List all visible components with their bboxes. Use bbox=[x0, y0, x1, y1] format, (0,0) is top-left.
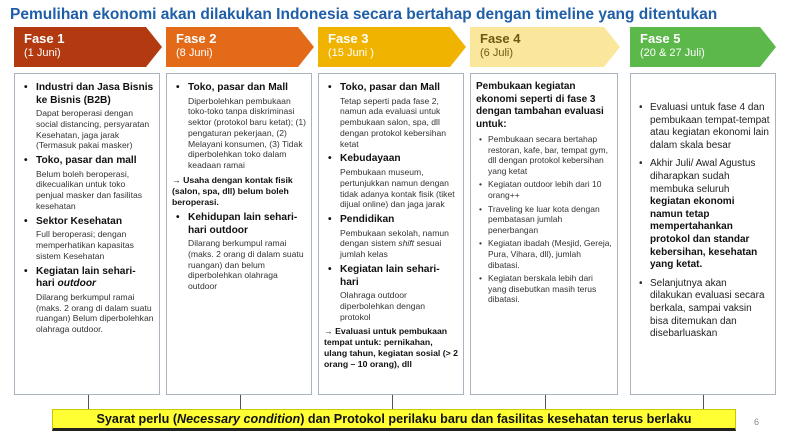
fase3-column bbox=[318, 73, 464, 395]
item-heading: Kebudayaan bbox=[340, 153, 401, 165]
item-description: Full beroperasi; dengan memperhatikan kapasitas sistem Kesehatan bbox=[36, 229, 134, 261]
phase-label: Fase 5 bbox=[640, 31, 681, 46]
item-description: Dapat beroperasi dengan social distancing, persyaratan Kesehatan, jaga jarak (Termasuk pakai masker) bbox=[36, 108, 150, 151]
item-heading: Pendidikan bbox=[340, 214, 395, 226]
item-description: Belum boleh beroperasi, dikecualikan untuk toko penjual masker dan fasilitas kesehatan bbox=[36, 168, 143, 212]
phase-date: (20 & 27 Juli) bbox=[640, 47, 705, 59]
list-item bbox=[324, 82, 458, 149]
list-item bbox=[636, 158, 770, 271]
list-item bbox=[20, 266, 154, 335]
desc-italic: shift bbox=[398, 238, 415, 249]
phase-label: Fase 4 bbox=[480, 31, 521, 46]
fase2-note: → Usaha dengan kontak fisik (salon, spa, dll) belum boleh beroperasi. bbox=[172, 175, 293, 208]
desc-text: Pembukaan sekolah, namun dengan sistem bbox=[340, 227, 449, 249]
list-item bbox=[20, 155, 154, 212]
fase4-column bbox=[470, 73, 618, 395]
phase-date: (15 Juni ) bbox=[328, 47, 374, 59]
phase-label: Fase 2 bbox=[176, 31, 217, 46]
item-description: Tetap seperti pada fase 2, namun ada evaluasi untuk pembukaan salon, spa, dll dengan protokol kebersihan ketat bbox=[340, 95, 447, 149]
slide-title: Pemulihan ekonomi akan dilakukan Indonesia secara bertahap dengan timeline yang ditentukan bbox=[10, 6, 718, 23]
list-item: • Traveling ke luar kota dengan pembatasan jumlah penerbangan bbox=[476, 204, 612, 236]
item-heading-italic: outdoor bbox=[57, 278, 97, 290]
item-heading: Kegiatan lain sehari-hari bbox=[340, 264, 440, 288]
list-item bbox=[20, 216, 154, 262]
item-description: Diperbolehkan pembukaan toko-toko tanpa diskriminasi sektor (protokol baru ketat); (1) pengaturan pekerjaan, (2) Melayani konsumen, (3) Tidak diperbolehkan toko dalam keadaan ramai bbox=[188, 95, 306, 171]
bar-text-italic: Necessary condition bbox=[177, 412, 301, 426]
item-description: Dilarang berkumpul ramai (maks. 2 orang di dalam suatu ruangan) Belum diperbolehkan olahraga outdoor. bbox=[36, 291, 154, 335]
bar-text-pre: Syarat perlu ( bbox=[96, 412, 178, 426]
item-bold-text: kegiatan ekonomi namun tetap mempertahankan protokol dan standar kebersihan, kesehatan yang ketat. bbox=[650, 196, 758, 271]
desc-tail: sesuai jumlah kelas bbox=[340, 238, 442, 260]
item-description: Dilarang berkumpul ramai (maks. 2 orang di dalam suatu ruangan) dan belum diperbolehkan olahraga outdoor bbox=[188, 238, 304, 292]
list-item bbox=[172, 82, 306, 171]
phase-header-fase4 bbox=[470, 27, 620, 67]
item-description: Pembukaan museum, pertunjukkan namun dengan tidak adanya kontak fisik (tiket dijual online) dan jaga jarak bbox=[340, 166, 455, 210]
list-item bbox=[324, 153, 458, 210]
item-heading: Industri dan Jasa Bisnis ke Bisnis (B2B) bbox=[36, 82, 154, 106]
fase3-note: → Evaluasi untuk pembukaan tempat untuk: pernikahan, ulang tahun, kegiatan sosial (> 2 orang – 10 orang), dll bbox=[324, 326, 458, 370]
phase-date: (8 Juni) bbox=[176, 47, 213, 59]
phase-date: (6 Juli) bbox=[480, 47, 514, 59]
item-heading: Toko, pasar dan Mall bbox=[188, 82, 289, 93]
list-item: • Pembukaan secara bertahap restoran, kafe, bar, tempat gym, dll dengan protokol kebersihan yang ketat bbox=[476, 134, 612, 176]
phase-header-fase5 bbox=[630, 27, 776, 67]
item-heading: Sektor Kesehatan bbox=[36, 215, 123, 227]
list-item: • Kegiatan berskala lebih dari yang disebutkan masih terus dibatasi. bbox=[476, 273, 612, 305]
fase1-column bbox=[14, 73, 160, 395]
fase4-heading: Pembukaan kegiatan ekonomi seperti di fase 3 dengan tambahan evaluasi untuk: bbox=[476, 81, 604, 130]
item-text: Akhir Juli/ Awal Agustus diharapkan sudah membuka seluruh bbox=[650, 158, 756, 195]
necessary-condition-bar bbox=[52, 409, 736, 431]
phase-date: (1 Juni) bbox=[24, 47, 61, 59]
list-item bbox=[20, 82, 154, 151]
phase-header-fase1 bbox=[14, 27, 162, 67]
list-item bbox=[324, 264, 458, 322]
item-heading: Kehidupan lain sehari-hari outdoor bbox=[188, 212, 298, 236]
phase-label: Fase 3 bbox=[328, 31, 369, 46]
list-item: • Kegiatan ibadah (Mesjid, Gereja, Pura, Vihara, dll), jumlah dibatasi. bbox=[476, 238, 612, 270]
bar-text-post: ) dan Protokol perilaku baru dan fasilitas kesehatan terus berlaku bbox=[300, 412, 692, 426]
item-description: Olahraga outdoor diperbolehkan dengan protokol bbox=[340, 290, 426, 322]
list-item bbox=[324, 214, 458, 260]
phase-header-fase3 bbox=[318, 27, 466, 67]
page-number: 6 bbox=[754, 417, 760, 427]
phase-header-fase2 bbox=[166, 27, 314, 67]
list-item: • Evaluasi untuk fase 4 dan pembukaan tempat-tempat atau kegiatan ekonomi lain dalam skala besar bbox=[636, 102, 770, 152]
fase2-column bbox=[166, 73, 312, 395]
fase5-column bbox=[630, 73, 776, 395]
item-description bbox=[340, 228, 458, 260]
list-item bbox=[172, 212, 306, 292]
item-heading: Toko, pasar dan Mall bbox=[340, 82, 441, 93]
item-heading: Toko, pasar dan mall bbox=[36, 155, 137, 167]
item-heading: Kegiatan lain sehari-hari bbox=[36, 265, 136, 290]
list-item: • Kegiatan outdoor lebih dari 10 orang++ bbox=[476, 179, 612, 200]
phase-label: Fase 1 bbox=[24, 31, 65, 46]
list-item: • Selanjutnya akan dilakukan evaluasi secara berkala, sampai vaksin bisa ditemukan dan disebarluaskan bbox=[636, 278, 770, 341]
